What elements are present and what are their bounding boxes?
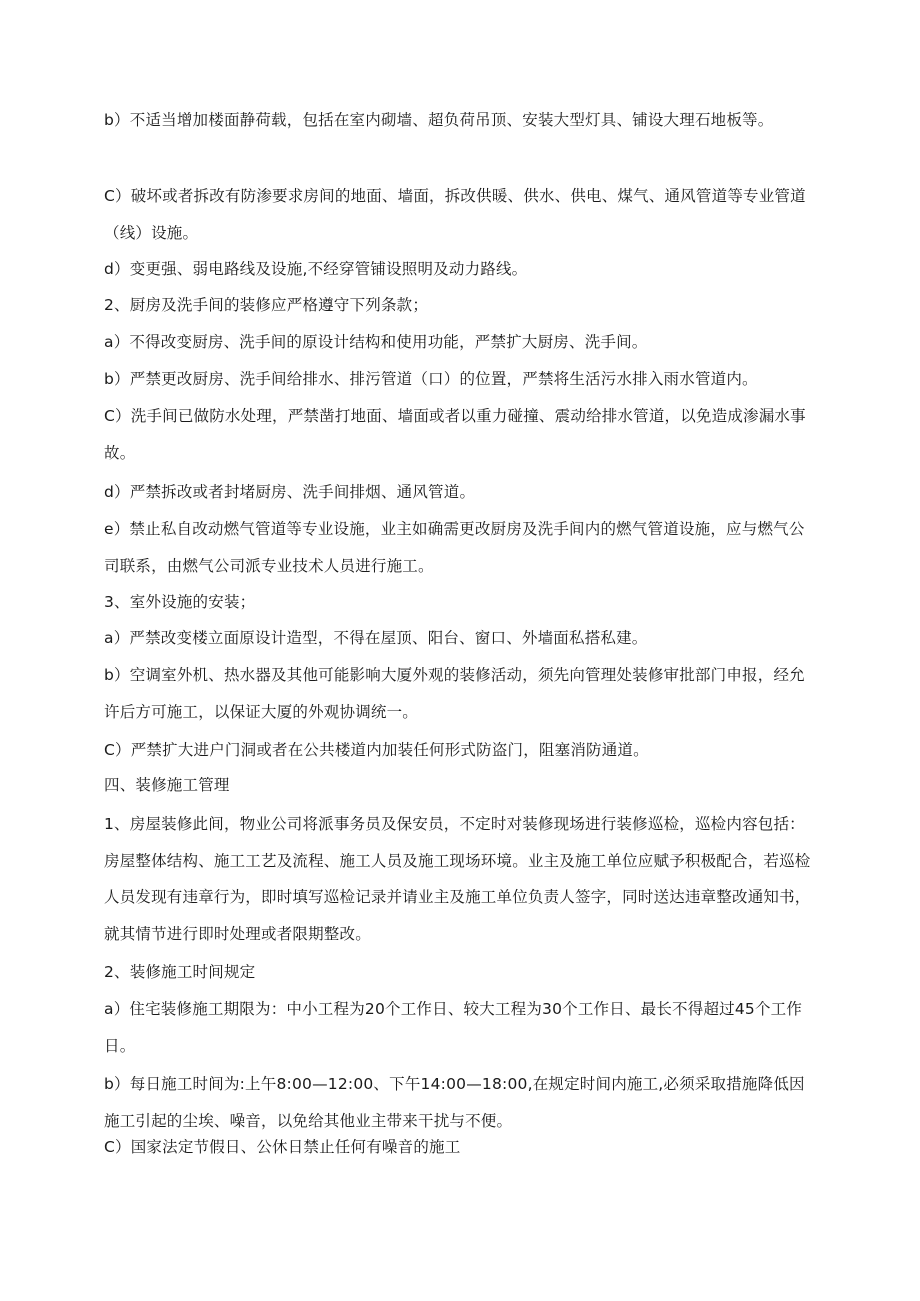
paragraph-b-floor-load: b）不适当增加楼面静荷载，包括在室内砌墙、超负荷吊顶、安装大型灯具、铺设大理石地板等。 — [104, 111, 774, 129]
paragraph-a-work-period: a）住宅装修施工期限为：中小工程为20个工作日、较大工程为30个工作日、最长不得超过45个工作日。 — [104, 1000, 803, 1055]
paragraph-c-holidays: C）国家法定节假日、公休日禁止任何有噪音的施工 — [104, 1138, 461, 1156]
paragraph-c-waterproof-rooms: C）破坏或者拆改有防渗要求房间的地面、墙面，拆改供暖、供水、供电、煤气、通风管道等专业管道（线）设施。 — [104, 187, 806, 242]
paragraph-a-kitchen-structure: a）不得改变厨房、洗手间的原设计结构和使用功能，严禁扩大厨房、洗手间。 — [104, 333, 648, 351]
paragraph-1-inspection: 1、房屋装修此间，物业公司将派事务员及保安员，不定时对装修现场进行装修巡检，巡检内容包括：房屋整体结构、施工工艺及流程、施工人员及施工现场环境。业主及施工单位应赋予积极配合，若巡检人员发现有违章行为，即时填写巡检记录并请业主及施工单位负责人签字，同时送达违章整改通知书，就其情节进行即时处理或者限期整改。 — [104, 815, 811, 943]
paragraph-c-entry-doors: C）严禁扩大进户门洞或者在公共楼道内加装任何形式防盗门，阻塞消防通道。 — [104, 741, 649, 759]
section-heading-kitchen-bathroom: 2、厨房及洗手间的装修应严格遵守下列条款； — [104, 296, 429, 314]
paragraph-b-drainage-pipes: b）严禁更改厨房、洗手间给排水、排污管道（口）的位置，严禁将生活污水排入雨水管道内。 — [104, 370, 758, 388]
paragraph-d-electrical-lines: d）变更强、弱电路线及设施,不经穿管铺设照明及动力路线。 — [104, 260, 528, 278]
paragraph-e-gas-pipes: e）禁止私自改动燃气管道等专业设施，业主如确需更改厨房及洗手间内的燃气管道设施，应与燃气公司联系，由燃气公司派专业技术人员进行施工。 — [104, 520, 805, 575]
section-heading-outdoor-facilities: 3、室外设施的安装； — [104, 593, 256, 611]
chapter-heading-construction-management: 四、装修施工管理 — [104, 776, 230, 794]
paragraph-a-facade: a）严禁改变楼立面原设计造型，不得在屋顶、阳台、窗口、外墙面私搭私建。 — [104, 629, 648, 647]
paragraph-b-ac-units: b）空调室外机、热水器及其他可能影响大厦外观的装修活动，须先向管理处装修审批部门申报，经允许后方可施工，以保证大厦的外观协调统一。 — [104, 666, 805, 721]
section-heading-work-hours: 2、装修施工时间规定 — [104, 963, 256, 981]
paragraph-c-waterproofing: C）洗手间已做防水处理，严禁凿打地面、墙面或者以重力碰撞、震动给排水管道，以免造成渗漏水事故。 — [104, 407, 806, 462]
paragraph-d-exhaust-ducts: d）严禁拆改或者封堵厨房、洗手间排烟、通风管道。 — [104, 483, 476, 501]
paragraph-b-daily-hours: b）每日施工时间为:上午8:00—12:00、下午14:00—18:00,在规定时间内施工,必须采取措施降低因施工引起的尘埃、噪音，以免给其他业主带来干扰与不便。 — [104, 1075, 805, 1130]
